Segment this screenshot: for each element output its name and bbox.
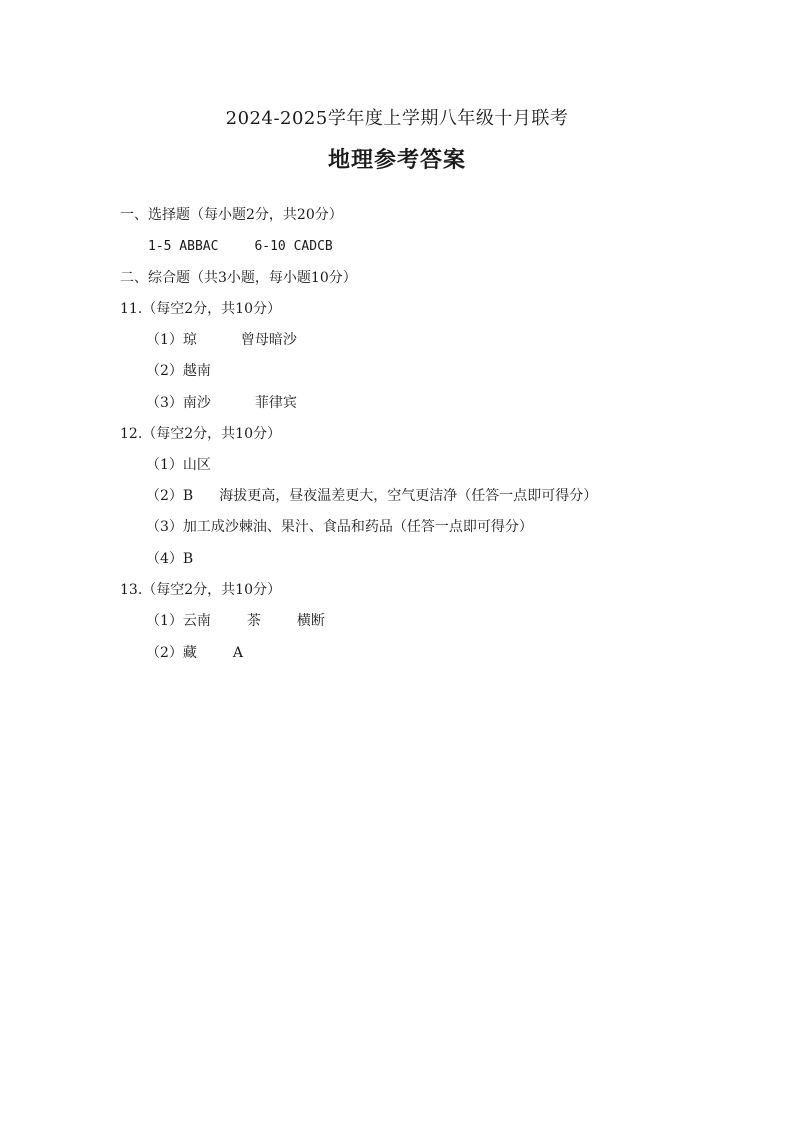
q12-answer-1 bbox=[146, 455, 211, 475]
answer-number: （3） bbox=[146, 519, 183, 535]
q12-heading: 12.（每空2分，共10分） bbox=[120, 426, 281, 442]
answer-value: 菲律宾 bbox=[254, 395, 297, 411]
q11-answer-1 bbox=[146, 330, 297, 350]
answer-number: （1） bbox=[146, 613, 183, 629]
answer-value: 加工成沙棘油、果汁、食品和药品（任答一点即可得分） bbox=[182, 519, 533, 535]
q12-answer-3 bbox=[146, 517, 533, 537]
answer-value: 藏 bbox=[182, 645, 197, 661]
q12-answer-4 bbox=[146, 549, 193, 569]
answer-value: 云南 bbox=[182, 613, 211, 629]
answer-value: 山区 bbox=[182, 457, 211, 473]
answer-number: （3） bbox=[146, 395, 183, 411]
answer-value: 横断 bbox=[296, 613, 325, 629]
q11-heading: 11.（每空2分，共10分） bbox=[120, 301, 281, 317]
answer-value: B bbox=[182, 488, 194, 504]
section1-heading: 一、选择题（每小题2分，共20分） bbox=[120, 207, 343, 223]
answer-value: 曾母暗沙 bbox=[240, 332, 297, 348]
answer-value: A bbox=[232, 645, 244, 661]
choice-answers-6-10: 6-10 CADCB bbox=[254, 239, 333, 254]
q13-heading: 13.（每空2分，共10分） bbox=[120, 582, 281, 598]
answer-number: （4） bbox=[146, 551, 183, 567]
q11-answer-2 bbox=[146, 361, 211, 381]
q12-answer-2 bbox=[146, 486, 597, 506]
answer-key-title: 地理参考答案 bbox=[327, 148, 466, 173]
answer-number: （1） bbox=[146, 332, 183, 348]
q11-answer-3 bbox=[146, 393, 297, 413]
answer-number: （2） bbox=[146, 645, 183, 661]
answer-number: （2） bbox=[146, 363, 183, 379]
answer-value: 海拔更高，昼夜温差更大，空气更洁净（任答一点即可得分） bbox=[219, 488, 598, 504]
answer-number: （1） bbox=[146, 457, 183, 473]
answer-value: 琼 bbox=[182, 332, 197, 348]
section2-heading: 二、综合题（共3小题，每小题10分） bbox=[120, 270, 357, 286]
q13-answer-2 bbox=[146, 643, 243, 663]
answer-value: 南沙 bbox=[182, 395, 211, 411]
answer-number: （2） bbox=[146, 488, 183, 504]
exam-title: 2024-2025学年度上学期八年级十月联考 bbox=[225, 108, 569, 129]
q13-answer-1 bbox=[146, 611, 325, 631]
answer-value: B bbox=[182, 551, 194, 567]
choice-answers-1-5: 1-5 ABBAC bbox=[148, 239, 219, 254]
answer-value: 越南 bbox=[182, 363, 211, 379]
choice-answers-row bbox=[148, 237, 333, 257]
answer-value: 茶 bbox=[246, 613, 261, 629]
